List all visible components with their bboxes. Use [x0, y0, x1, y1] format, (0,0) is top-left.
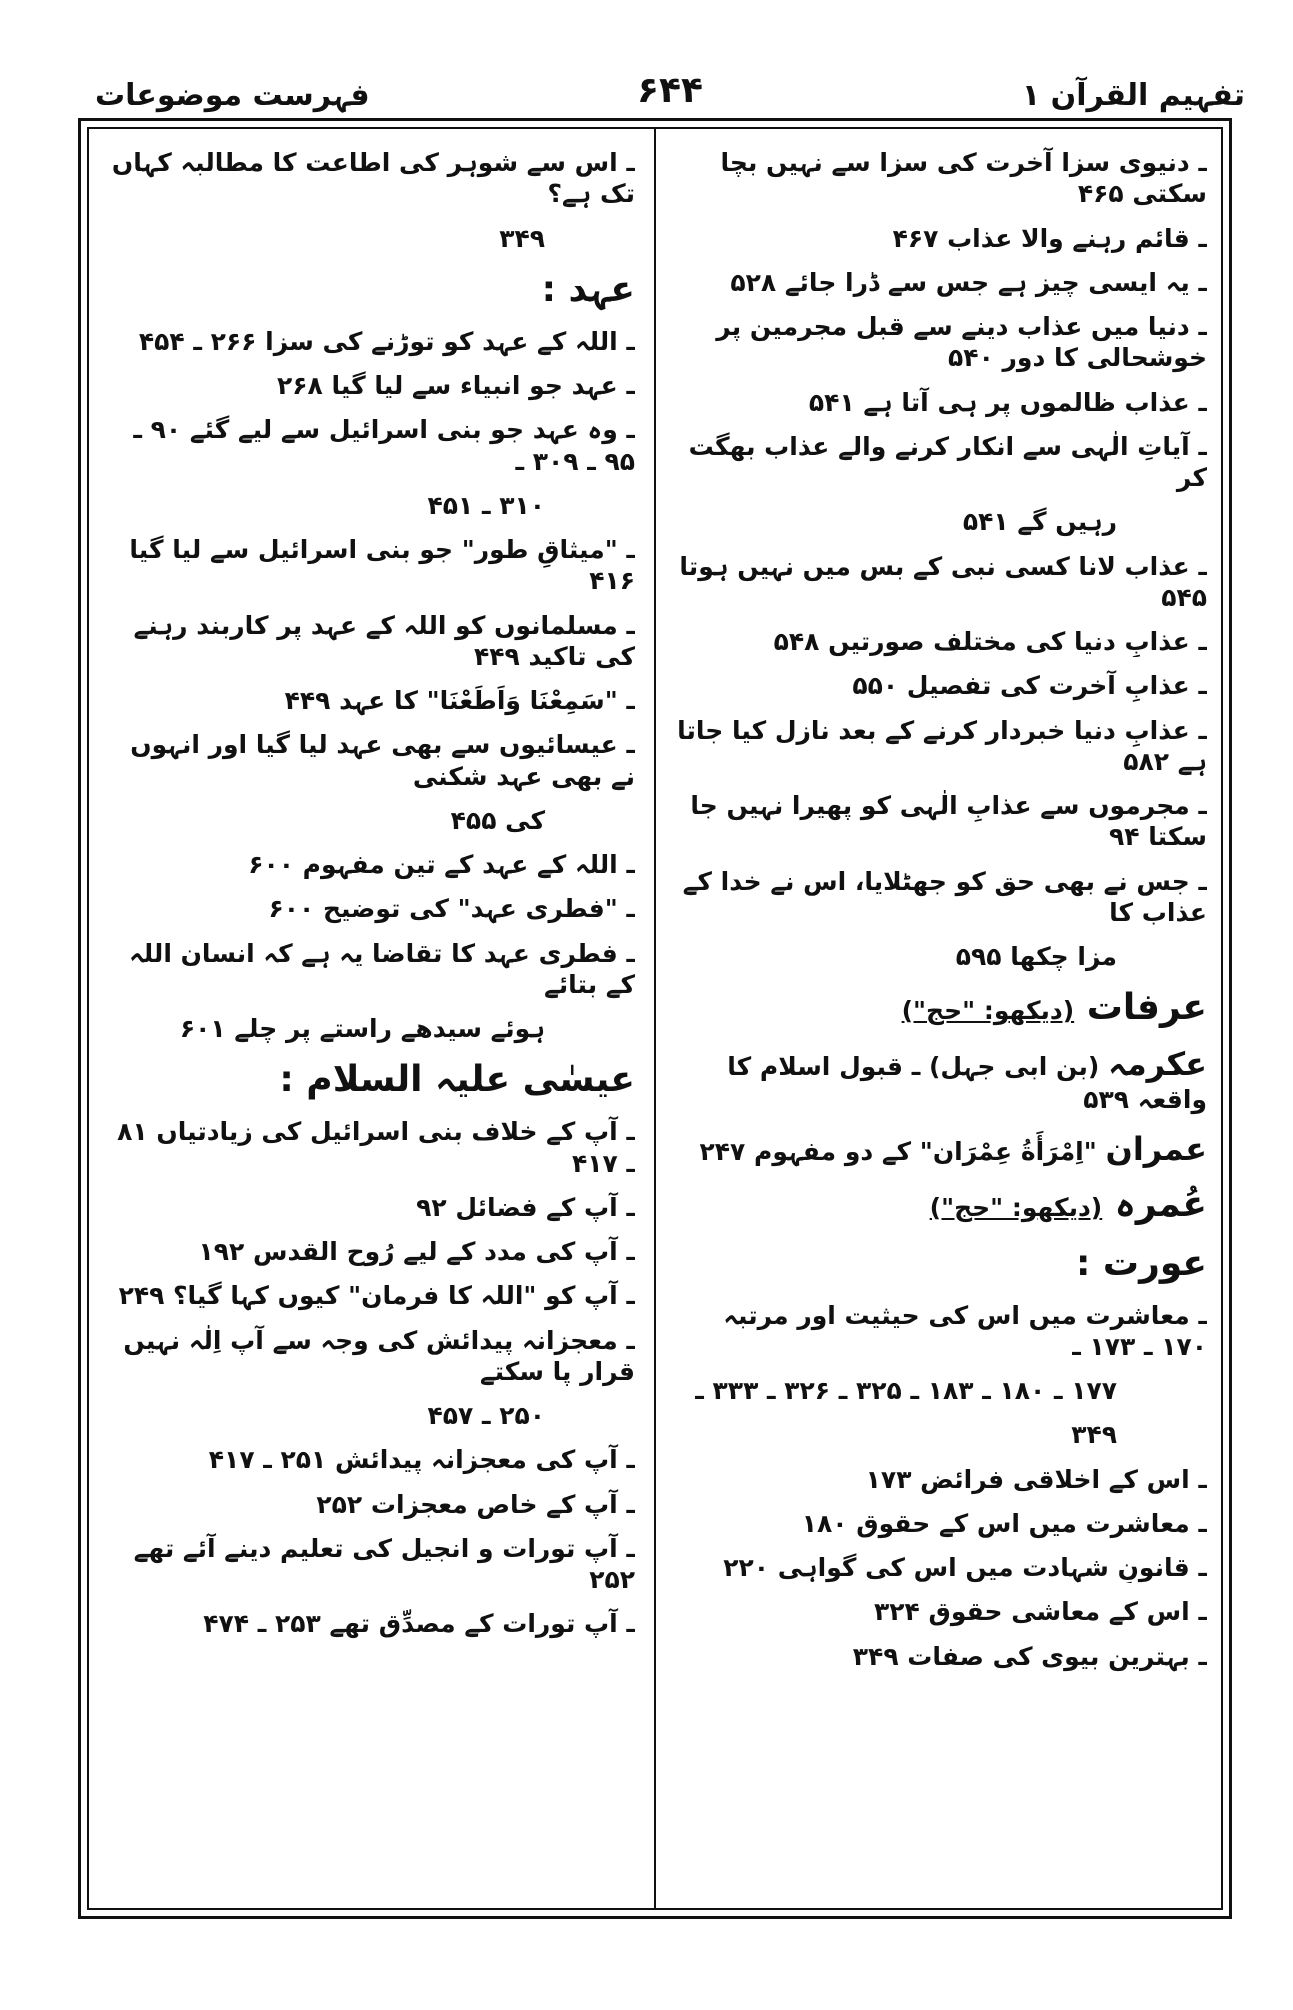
index-entry: ـ اس سے شوہر کی اطاعت کا مطالبہ کہاں تک ہے؟: [111, 148, 635, 209]
index-entry: ـ عذابِ دنیا خبردار کرنے کے بعد نازل کیا جاتا ہے ۵۸۲: [677, 715, 1207, 776]
see-also-reference: (دیکھو: "حج"): [901, 996, 1075, 1026]
index-entry: ـ آپ تورات و انجیل کی تعلیم دینے آئے تھے ۲۵۲: [133, 1533, 635, 1594]
heading-term: عکرمہ: [1108, 1045, 1207, 1084]
index-entry: ـ اللہ کے عہد کو توڑنے کی سزا ۲۶۶ ـ ۴۵۴: [138, 326, 635, 356]
index-entry-continuation: ۱۷۷ ـ ۱۸۰ ـ ۱۸۳ ـ ۳۲۵ ـ ۳۲۶ ـ ۳۳۳ ـ: [695, 1376, 1117, 1405]
index-entry: ـ معاشرت میں اس کی حیثیت اور مرتبہ ۱۷۰ ـ ۱۷۳ ـ: [723, 1300, 1207, 1361]
index-entry-continuation: مزا چکھا ۵۹۵: [955, 942, 1117, 971]
index-entry: ـ آپ کی معجزانہ پیدائش ۲۵۱ ـ ۴۱۷: [208, 1445, 635, 1475]
index-entry: ـ قانونِ شہادت میں اس کی گواہی ۲۲۰: [723, 1553, 1207, 1582]
left-column: [89, 129, 649, 1908]
index-entry: ـ مسلمانوں کو اللہ کے عہد پر کاربند رہنے کی تاکید ۴۴۹: [133, 610, 635, 671]
index-entry: ـ عذابِ آخرت کی تفصیل ۵۵۰: [852, 671, 1207, 701]
index-entry: ـ یہ ایسی چیز ہے جس سے ڈرا جائے ۵۲۸: [730, 267, 1207, 297]
index-entry: ـ "سَمِعْنَا وَاَطَعْنَا" کا عہد ۴۴۹: [284, 686, 635, 715]
index-entry: ـ آپ کے فضائل ۹۲: [416, 1192, 635, 1222]
right-column: [661, 129, 1221, 1908]
index-entry: ـ دنیوی سزا آخرت کی سزا سے نہیں بچا سکتی ۴۶۵: [720, 148, 1207, 209]
index-entry: ـ معاشرت میں اس کے حقوق ۱۸۰: [801, 1508, 1207, 1538]
index-entry: ـ آپ تورات کے مصدِّق تھے ۲۵۳ ـ ۴۷۴: [203, 1609, 635, 1639]
page-number: ۶۴۴: [637, 70, 703, 111]
index-entry: ـ قائم رہنے والا عذاب ۴۶۷: [892, 223, 1207, 253]
page-header: [95, 70, 1245, 120]
index-entry: ـ آپ کے خلاف بنی اسرائیل کی زیادتیاں ۸۱ ـ ۴۱۷: [117, 1117, 635, 1178]
heading-term: عرفات: [1086, 987, 1207, 1029]
index-entry: ـ وہ عہد جو بنی اسرائیل سے لیے گئے ۹۰ ـ ۹۵ ـ ۳۰۹ ـ: [133, 415, 635, 476]
index-heading-entry: [675, 1044, 1207, 1115]
index-entry: ـ فطری عہد کا تقاضا یہ ہے کہ انسان اللہ کے بتائے: [129, 938, 635, 999]
index-entry: ـ آیاتِ الٰہی سے انکار کرنے والے عذاب بھگت کر: [688, 431, 1207, 492]
index-entry: ـ اس کے معاشی حقوق ۳۲۴: [874, 1597, 1207, 1627]
index-heading-reference: [675, 1182, 1207, 1227]
index-entry-continuation: ہوئے سیدھے راستے پر چلے ۶۰۱: [179, 1014, 545, 1043]
index-heading: عورت :: [1076, 1242, 1207, 1284]
index-heading: عیسٰی علیہ السلام :: [279, 1059, 635, 1101]
index-entry-continuation: کی ۴۵۵: [450, 805, 545, 835]
entry-text: "اِمْرَأَةُ عِمْرَان" کے دو مفہوم ۲۴۷: [699, 1136, 1097, 1166]
index-entry: ـ مجرموں سے عذابِ الٰہی کو پھیرا نہیں جا سکتا ۹۴: [690, 791, 1207, 852]
book-title: تفہیم القرآن ۱: [1021, 78, 1245, 113]
index-entry: ـ آپ کو "اللہ کا فرمان" کیوں کہا گیا؟ ۲۴۹: [118, 1281, 635, 1311]
right-column-list: [661, 129, 1221, 1672]
see-also-reference: (دیکھو: "حج"): [929, 1192, 1103, 1222]
index-entry-continuation: ۳۱۰ ـ ۴۵۱: [427, 490, 545, 520]
index-heading-reference: [675, 985, 1207, 1030]
index-entry: ـ عذاب ظالموں پر ہی آتا ہے ۵۴۱: [808, 387, 1207, 417]
index-entry: ـ اللہ کے عہد کے تین مفہوم ۶۰۰: [248, 850, 635, 879]
index-entry: ـ جس نے بھی حق کو جھٹلایا، اس نے خدا کے عذاب کا: [682, 866, 1207, 927]
index-entry-continuation: ۳۴۹: [499, 223, 545, 253]
index-entry: ـ عیسائیوں سے بھی عہد لیا گیا اور انہوں نے بھی عہد شکنی: [130, 730, 635, 791]
section-title: فہرست موضوعات: [95, 78, 370, 113]
index-heading: عہد :: [541, 268, 635, 310]
heading-term: عمران: [1105, 1129, 1207, 1168]
index-entry: ـ "فطری عہد" کی توضیح ۶۰۰: [268, 894, 635, 924]
index-entry: ـ معجزانہ پیدائش کی وجہ سے آپ اِلٰہ نہیں قرار پا سکتے: [123, 1325, 635, 1386]
index-entry-continuation: ۲۵۰ ـ ۴۵۷: [427, 1401, 545, 1430]
index-entry-continuation: رہیں گے ۵۴۱: [962, 507, 1117, 537]
page-frame-inner: [87, 127, 1223, 1910]
index-entry: ـ "میثاقِ طور" جو بنی اسرائیل سے لیا گیا ۴۱۶: [129, 535, 635, 596]
index-entry: ـ آپ کی مدد کے لیے رُوح القدس ۱۹۲: [198, 1237, 635, 1266]
column-divider: [654, 129, 656, 1908]
index-entry: ـ عہد جو انبیاء سے لیا گیا ۲۶۸: [277, 371, 635, 400]
index-entry: ـ عذابِ دنیا کی مختلف صورتیں ۵۴۸: [773, 627, 1207, 656]
index-entry: ـ آپ کے خاص معجزات ۲۵۲: [316, 1489, 635, 1519]
index-entry-continuation: ۳۴۹: [1071, 1420, 1117, 1450]
page-frame: [78, 118, 1232, 1919]
index-entry: ـ بہترین بیوی کی صفات ۳۴۹: [852, 1641, 1207, 1671]
heading-term: عُمرہ: [1114, 1183, 1207, 1225]
index-entry: ـ دنیا میں عذاب دینے سے قبل مجرمین پر خوشحالی کا دور ۵۴۰: [716, 312, 1207, 373]
index-heading-entry: [675, 1129, 1207, 1169]
index-entry: ـ اس کے اخلاقی فرائض ۱۷۳: [865, 1464, 1207, 1494]
entry-text: (بن ابی جہل) ـ قبول اسلام کا واقعہ ۵۳۹: [727, 1052, 1207, 1115]
left-column-list: [89, 129, 649, 1640]
index-entry: ـ عذاب لانا کسی نبی کے بس میں نہیں ہوتا ۵۴۵: [679, 551, 1207, 612]
